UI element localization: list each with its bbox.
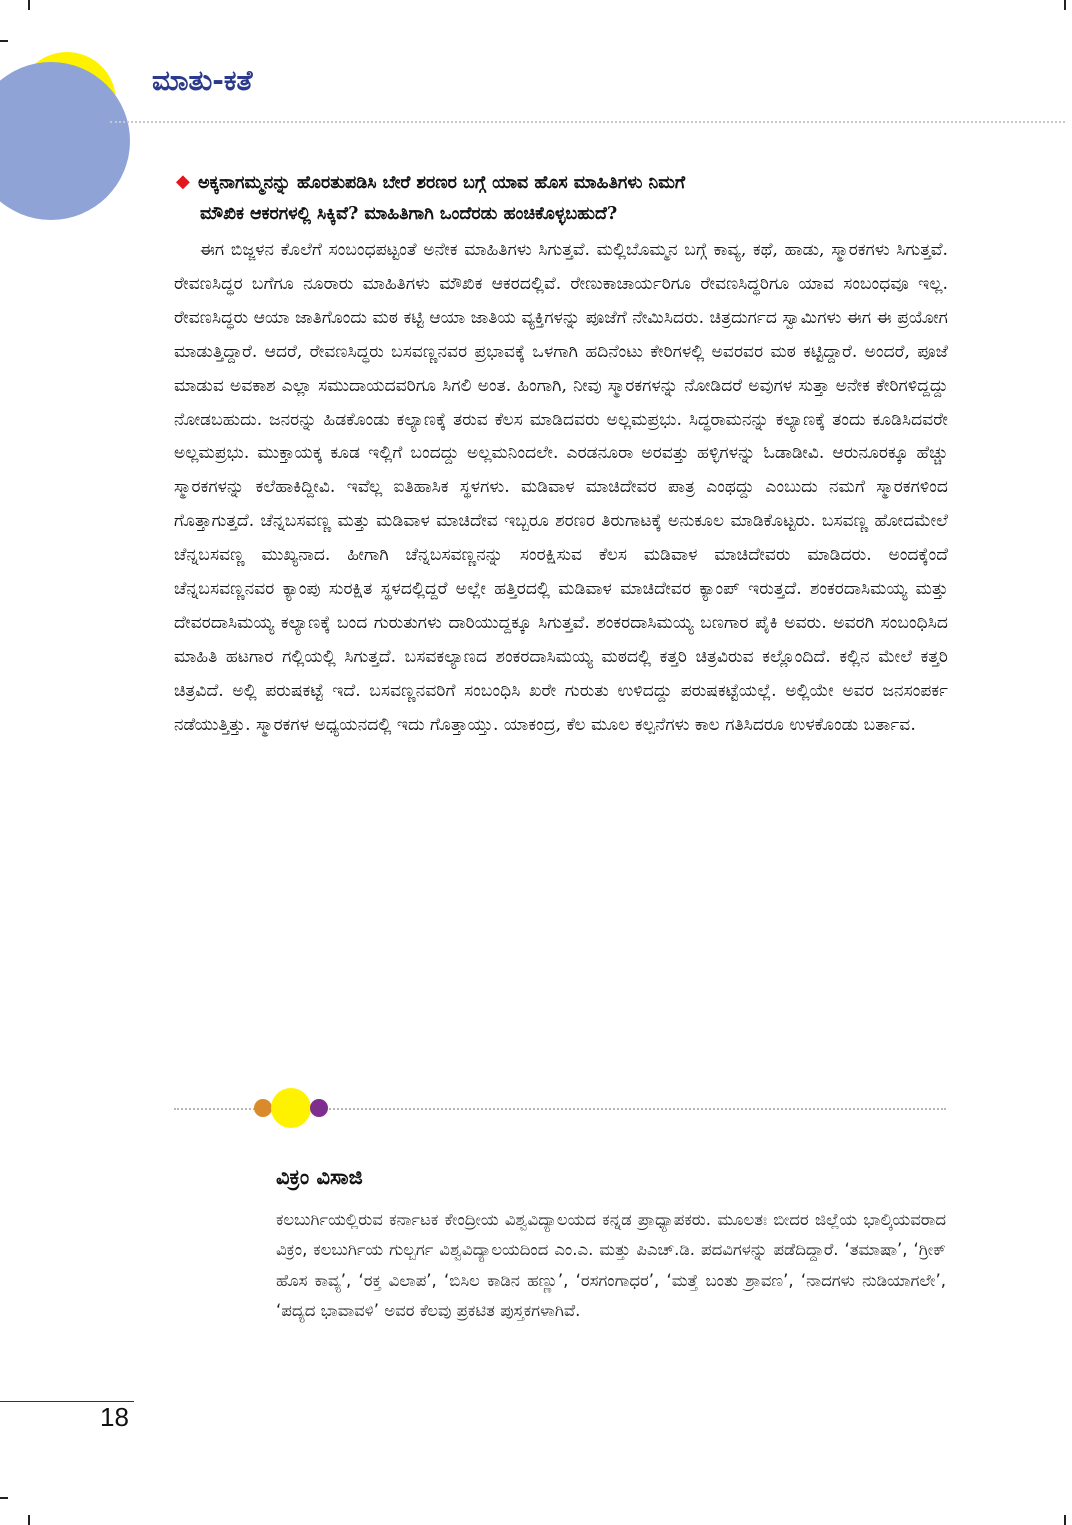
divider-purple-dot xyxy=(310,1099,328,1117)
author-bio: ಕಲಬುರ್ಗಿಯಲ್ಲಿರುವ ಕರ್ನಾಟಕ ಕೇಂದ್ರೀಯ ವಿಶ್ವವಿದ್ಯಾಲಯದ ಕನ್ನಡ ಪ್ರಾಧ್ಯಾಪಕರು. ಮೂಲತಃ ಬೀದರ ಜಿಲ್ಲೆಯ ಭಾಲ್ಕಿಯವರಾದ ವಿಕ್ರಂ, ಕಲಬುರ್ಗಿಯ ಗುಲ್ಬರ್ಗ ವಿಶ್ವವಿದ್ಯಾಲಯದಿಂದ ಎಂ.ಎ. ಮತ್ತು ಪಿಎಚ್.ಡಿ. ಪದವಿಗಳನ್ನು ಪಡೆದಿದ್ದಾರೆ. ‘ತಮಾಷಾ’, ‘ಗ್ರೀಕ್ ಹೊಸ ಕಾವ್ಯ’, ‘ರಕ್ತ ವಿಲಾಪ’, ‘ಬಿಸಿಲ ಕಾಡಿನ ಹಣ್ಣು’, ‘ರಸಗಂಗಾಧರ’, ‘ಮತ್ತೆ ಬಂತು ಶ್ರಾವಣ’, ‘ನಾದಗಳು ನುಡಿಯಾಗಲೇ’, ‘ಪದ್ಯದ ಭಾವಾವಳಿ’ ಅವರ ಕೆಲವು ಪ್ರಕಟಿತ ಪುಸ್ತಕಗಳಾಗಿವೆ. xyxy=(276,1210,946,1321)
interview-question xyxy=(176,168,946,230)
crop-mark xyxy=(0,40,8,42)
section-title: ಮಾತು-ಕತೆ xyxy=(152,64,253,97)
crop-mark xyxy=(0,1497,8,1499)
crop-mark xyxy=(1064,0,1066,10)
crop-mark xyxy=(28,0,30,10)
question-line-1: ಅಕ್ಕನಾಗಮ್ಮನನ್ನು ಹೊರತುಪಡಿಸಿ ಬೇರೆ ಶರಣರ ಬಗ್ಗೆ ಯಾವ ಹೊಸ ಮಾಹಿತಿಗಳು ನಿಮಗೆ xyxy=(198,173,686,193)
crop-mark xyxy=(1064,1515,1066,1525)
divider-yellow-dot xyxy=(271,1088,311,1128)
header-dotted-rule xyxy=(110,121,1065,123)
question-line-2: ಮೌಖಿಕ ಆಕರಗಳಲ್ಲಿ ಸಿಕ್ಕಿವೆ? ಮಾಹಿತಿಗಾಗಿ ಒಂದೆರಡು ಹಂಚಿಕೊಳ್ಳಬಹುದೆ? xyxy=(200,204,618,224)
page-number: 18 xyxy=(100,1402,129,1432)
interview-answer: ಈಗ ಬಿಜ್ಜಳನ ಕೊಲೆಗೆ ಸಂಬಂಧಪಟ್ಟಂತೆ ಅನೇಕ ಮಾಹಿತಿಗಳು ಸಿಗುತ್ತವೆ. ಮಲ್ಲಿಬೊಮ್ಮನ ಬಗ್ಗೆ ಕಾವ್ಯ, ಕಥೆ, ಹಾಡು, ಸ್ಮಾರಕಗಳು ಸಿಗುತ್ತವೆ. ರೇವಣಸಿದ್ಧರ ಬಗೆಗೂ ನೂರಾರು ಮಾಹಿತಿಗಳು ಮೌಖಿಕ ಆಕರದಲ್ಲಿವೆ. ರೇಣುಕಾಚಾರ್ಯರಿಗೂ ರೇವಣಸಿದ್ಧರಿಗೂ ಯಾವ ಸಂಬಂಧವೂ ಇಲ್ಲ. ರೇವಣಸಿದ್ಧರು ಆಯಾ ಜಾತಿಗೊಂದು ಮಠ ಕಟ್ಟಿ ಆಯಾ ಜಾತಿಯ ವ್ಯಕ್ತಿಗಳನ್ನು ಪೂಜೆಗೆ ನೇಮಿಸಿದರು. ಚಿತ್ರದುರ್ಗದ ಸ್ವಾಮಿಗಳು ಈಗ ಈ ಪ್ರಯೋಗ ಮಾಡುತ್ತಿದ್ದಾರೆ. ಆದರೆ, ರೇವಣಸಿದ್ಧರು ಬಸವಣ್ಣನವರ ಪ್ರಭಾವಕ್ಕೆ ಒಳಗಾಗಿ ಹದಿನೆಂಟು ಕೇರಿಗಳಲ್ಲಿ ಅವರವರ ಮಠ ಕಟ್ಟಿದ್ದಾರೆ. ಅಂದರೆ, ಪೂಜೆ ಮಾಡುವ ಅವಕಾಶ ಎಲ್ಲಾ ಸಮುದಾಯದವರಿಗೂ ಸಿಗಲಿ ಅಂತ. ಹಿಂಗಾಗಿ, ನೀವು ಸ್ಮಾರಕಗಳನ್ನು ನೋಡಿದರೆ ಅವುಗಳ ಸುತ್ತಾ ಅನೇಕ ಕೇರಿಗಳಿದ್ದದ್ದು ನೋಡಬಹುದು. ಜನರನ್ನು ಹಿಡಕೊಂಡು ಕಲ್ಯಾಣಕ್ಕೆ ತರುವ ಕೆಲಸ ಮಾಡಿದವರು ಅಲ್ಲಮಪ್ರಭು. ಸಿದ್ಧರಾಮನನ್ನು ಕಲ್ಯಾಣಕ್ಕೆ ತಂದು ಕೂಡಿಸಿದವರೇ ಅಲ್ಲಮಪ್ರಭು. ಮುಕ್ತಾಯಕ್ಕ ಕೂಡ ಇಲ್ಲಿಗೆ ಬಂದದ್ದು ಅಲ್ಲಮನಿಂದಲೇ. ಎರಡನೂರಾ ಅರವತ್ತು ಹಳ್ಳಿಗಳನ್ನು ಓಡಾಡೀವಿ. ಆರುನೂರಕ್ಕೂ ಹೆಚ್ಚು ಸ್ಮಾರಕಗಳನ್ನು ಕಲೆಹಾಕಿದ್ದೀವಿ. ಇವೆಲ್ಲ ಐತಿಹಾಸಿಕ ಸ್ಥಳಗಳು. ಮಡಿವಾಳ ಮಾಚಿದೇವರ ಪಾತ್ರ ಎಂಥದ್ದು ಎಂಬುದು ನಮಗೆ ಸ್ಮಾರಕಗಳಿಂದ ಗೊತ್ತಾಗುತ್ತದೆ. ಚೆನ್ನಬಸವಣ್ಣ ಮತ್ತು ಮಡಿವಾಳ ಮಾಚಿದೇವ ಇಬ್ಬರೂ ಶರಣರ ತಿರುಗಾಟಕ್ಕೆ ಅನುಕೂಲ ಮಾಡಿಕೊಟ್ಟರು. ಬಸವಣ್ಣ ಹೋದಮೇಲೆ ಚೆನ್ನಬಸವಣ್ಣ ಮುಖ್ಯನಾದ. ಹೀಗಾಗಿ ಚೆನ್ನಬಸವಣ್ಣನನ್ನು ಸಂರಕ್ಷಿಸುವ ಕೆಲಸ ಮಡಿವಾಳ ಮಾಚಿದೇವರು ಮಾಡಿದರು. ಅಂದಕ್ಕೆಂದೆ ಚೆನ್ನಬಸವಣ್ಣನವರ ಕ್ಯಾಂಪು ಸುರಕ್ಷಿತ ಸ್ಥಳದಲ್ಲಿದ್ದರೆ ಅಲ್ಲೇ ಹತ್ತಿರದಲ್ಲಿ ಮಡಿವಾಳ ಮಾಚಿದೇವರ ಕ್ಯಾಂಪ್ ಇರುತ್ತದೆ. ಶಂಕರದಾಸಿಮಯ್ಯ ಮತ್ತು ದೇವರದಾಸಿಮಯ್ಯ ಕಲ್ಯಾಣಕ್ಕೆ ಬಂದ ಗುರುತುಗಳು ದಾರಿಯುದ್ದಕ್ಕೂ ಸಿಗುತ್ತವೆ. ಶಂಕರದಾಸಿಮಯ್ಯ ಬಣಗಾರ ಪೈಕಿ ಅವರು. ಅವರಗಿ ಸಂಬಂಧಿಸಿದ ಮಾಹಿತಿ ಹಟಗಾರ ಗಲ್ಲಿಯಲ್ಲಿ ಸಿಗುತ್ತದೆ. ಬಸವಕಲ್ಯಾಣದ ಶಂಕರದಾಸಿಮಯ್ಯ ಮಠದಲ್ಲಿ ಕತ್ತರಿ ಚಿತ್ರವಿರುವ ಕಲ್ಲೊಂದಿದೆ. ಕಲ್ಲಿನ ಮೇಲೆ ಕತ್ತರಿ ಚಿತ್ರವಿದೆ. ಅಲ್ಲಿ ಪರುಷಕಟ್ಟೆ ಇದೆ. ಬಸವಣ್ಣನವರಿಗೆ ಸಂಬಂಧಿಸಿ ಖರೇ ಗುರುತು ಉಳಿದದ್ದು ಪರುಷಕಟ್ಟೆಯಲ್ಲೆ. ಅಲ್ಲಿಯೇ ಅವರ ಜನಸಂಪರ್ಕ ನಡೆಯುತ್ತಿತ್ತು. ಸ್ಮಾರಕಗಳ ಅಧ್ಯಯನದಲ್ಲಿ ಇದು ಗೊತ್ತಾಯ್ತು. ಯಾಕಂದ್ರ, ಕೆಲ ಮೂಲ ಕಲ್ಪನೆಗಳು ಕಾಲ ಗತಿಸಿದರೂ ಉಳಕೊಂಡು ಬರ್ತಾವ. xyxy=(174,240,948,735)
crop-mark xyxy=(28,1515,30,1525)
divider-orange-dot xyxy=(254,1099,272,1117)
author-name: ವಿಕ್ರಂ ವಿಸಾಜಿ xyxy=(276,1164,363,1189)
diamond-bullet-icon: ◆ xyxy=(176,171,190,192)
